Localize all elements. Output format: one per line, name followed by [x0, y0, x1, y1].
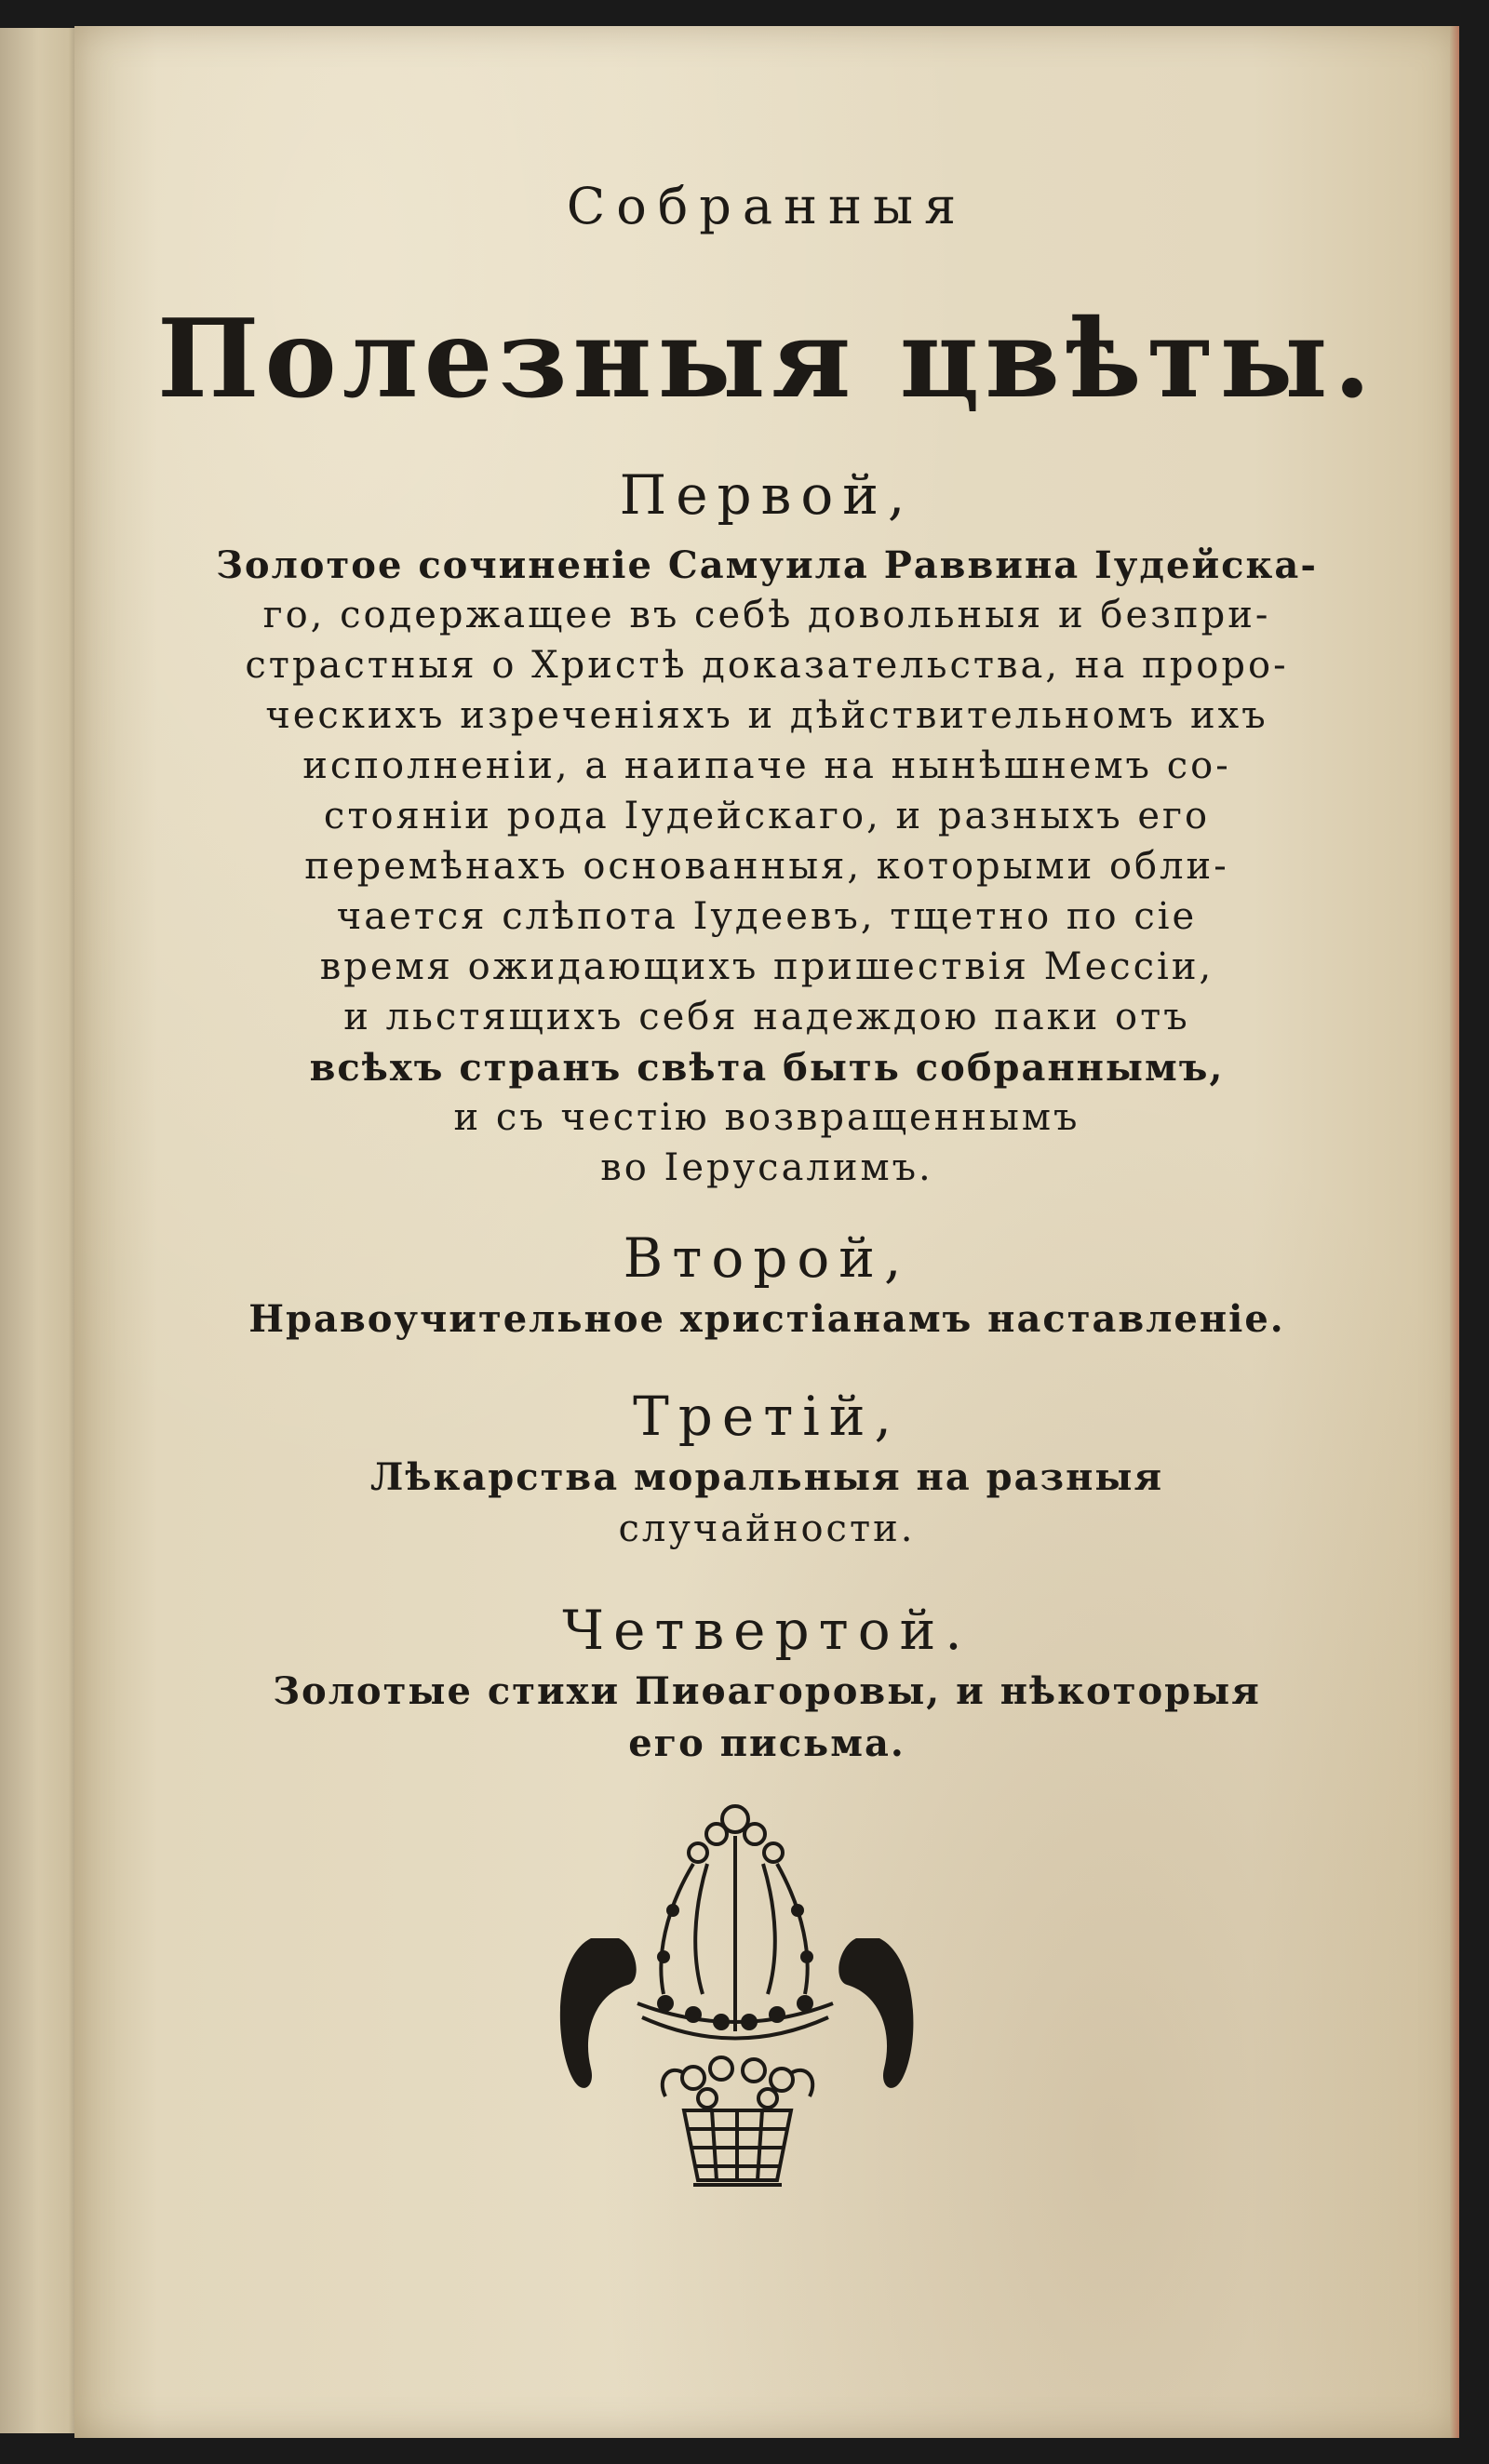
part4-heading: Четвертой.	[562, 1599, 972, 1662]
part4-line: Золотые стихи Пиѳагоровы, и нѣкоторыя	[273, 1669, 1261, 1713]
part1-line: всѣхъ странъ свѣта быть собраннымъ,	[309, 1046, 1225, 1090]
part2-line: Нравоучительное христiанамъ наставленiе.	[248, 1297, 1285, 1341]
part1-line: исполненiи, а наипаче на нынѣшнемъ со-	[302, 744, 1231, 787]
part1-line: ческихъ изреченiяхъ и дѣйствительномъ ихъ	[265, 694, 1268, 737]
part1-heading: Первой,	[619, 463, 915, 527]
part1-line: во Iерусалимъ.	[600, 1146, 933, 1189]
part1-line: и льстящихъ себя надеждою паки отъ	[343, 996, 1190, 1038]
previous-page-edge	[0, 28, 86, 2433]
part1-line: и съ честiю возвращеннымъ	[453, 1096, 1080, 1139]
part1-line: Золотое сочиненiе Самуила Раввина Iудейска-	[216, 543, 1318, 587]
title-main: Полезныя цвѣты.	[156, 296, 1377, 422]
title-small: Собранныя	[566, 177, 968, 235]
part2-heading: Второй,	[623, 1226, 911, 1290]
part1-line: время ожидающихъ пришествiя Мессiи,	[319, 945, 1214, 988]
part1-line: го, содержащее въ себѣ довольныя и безпри-	[262, 594, 1271, 636]
part1-line: страстныя о Христѣ доказательства, на проро-	[245, 644, 1289, 687]
title-page	[74, 26, 1459, 2438]
part1-line: чается слѣпота Iудеевъ, тщетно по сiе	[336, 895, 1198, 938]
part1-line: стоянiи рода Iудейскаго, и разныхъ его	[323, 795, 1211, 837]
part3-line: случайности.	[618, 1507, 916, 1550]
part3-heading: Третiй,	[633, 1385, 901, 1448]
part4-line: его письма.	[628, 1721, 905, 1765]
part3-line: Лѣкарства моральныя на разныя	[369, 1455, 1164, 1499]
flower-basket-woodcut-icon	[554, 1799, 1019, 2199]
part1-line: перемѣнахъ основанныя, которыми обли-	[304, 845, 1229, 888]
